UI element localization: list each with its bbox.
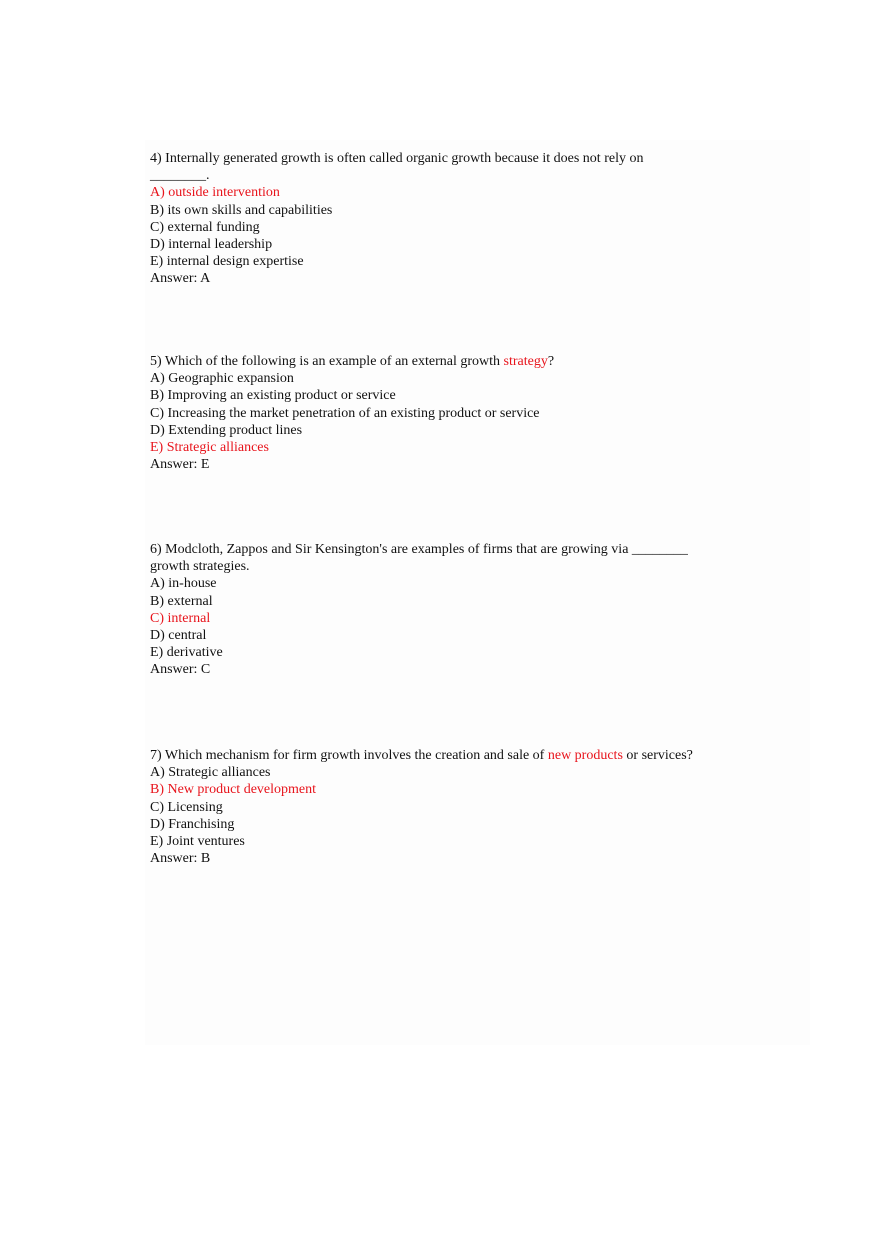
stem-text: 4) Internally generated growth is often called organic growth because it does not rely on — [150, 151, 644, 166]
option-c: C) external funding — [150, 219, 260, 235]
answer-line: Answer: B — [150, 851, 211, 867]
stem-highlight: new products — [547, 748, 623, 763]
option-d: D) central — [150, 628, 207, 644]
stem-blank: ________. — [150, 168, 210, 184]
question-stem-line — [150, 353, 750, 370]
answer-line: Answer: A — [150, 271, 211, 287]
option-c: C) internal — [150, 610, 211, 626]
question-stem-line — [150, 747, 750, 764]
answer-line: Answer: E — [150, 457, 210, 473]
question-7 — [150, 747, 750, 867]
option-c: C) Licensing — [150, 799, 223, 815]
option-e: E) Joint ventures — [150, 834, 245, 850]
option-b: B) external — [150, 593, 213, 609]
option-e: E) Strategic alliances — [150, 440, 269, 456]
option-a: A) Strategic alliances — [150, 765, 271, 781]
option-a: A) Geographic expansion — [150, 371, 294, 387]
stem-highlight: strategy — [503, 354, 548, 369]
stem-text: 7) Which mechanism for firm growth involves the creation and sale of — [150, 748, 548, 763]
stem-text-cont: growth strategies. — [150, 559, 250, 575]
option-d: D) Franchising — [150, 816, 235, 832]
question-stem-line — [150, 150, 750, 167]
option-e: E) internal design expertise — [150, 254, 304, 270]
option-e: E) derivative — [150, 645, 223, 661]
option-b: B) its own skills and capabilities — [150, 202, 333, 218]
stem-text-end: ? — [547, 354, 555, 369]
option-d: D) internal leadership — [150, 237, 273, 253]
option-b: B) New product development — [150, 782, 317, 798]
question-5 — [150, 353, 750, 473]
option-c: C) Increasing the market penetration of an existing product or service — [150, 405, 540, 421]
stem-text: 6) Modcloth, Zappos and Sir Kensington's are examples of firms that are growing via ________ — [150, 542, 688, 557]
option-d: D) Extending product lines — [150, 422, 303, 438]
question-4 — [150, 150, 750, 288]
question-stem-line — [150, 558, 750, 575]
option-a: A) in-house — [150, 576, 217, 592]
stem-text-end: or services? — [622, 748, 693, 763]
answer-line: Answer: C — [150, 662, 211, 678]
question-stem-line — [150, 541, 750, 558]
question-6 — [150, 541, 750, 679]
option-b: B) Improving an existing product or service — [150, 388, 396, 404]
option-a: A) outside intervention — [150, 185, 280, 201]
stem-text: 5) Which of the following is an example of an external growth — [150, 354, 504, 369]
question-stem-line — [150, 167, 750, 184]
